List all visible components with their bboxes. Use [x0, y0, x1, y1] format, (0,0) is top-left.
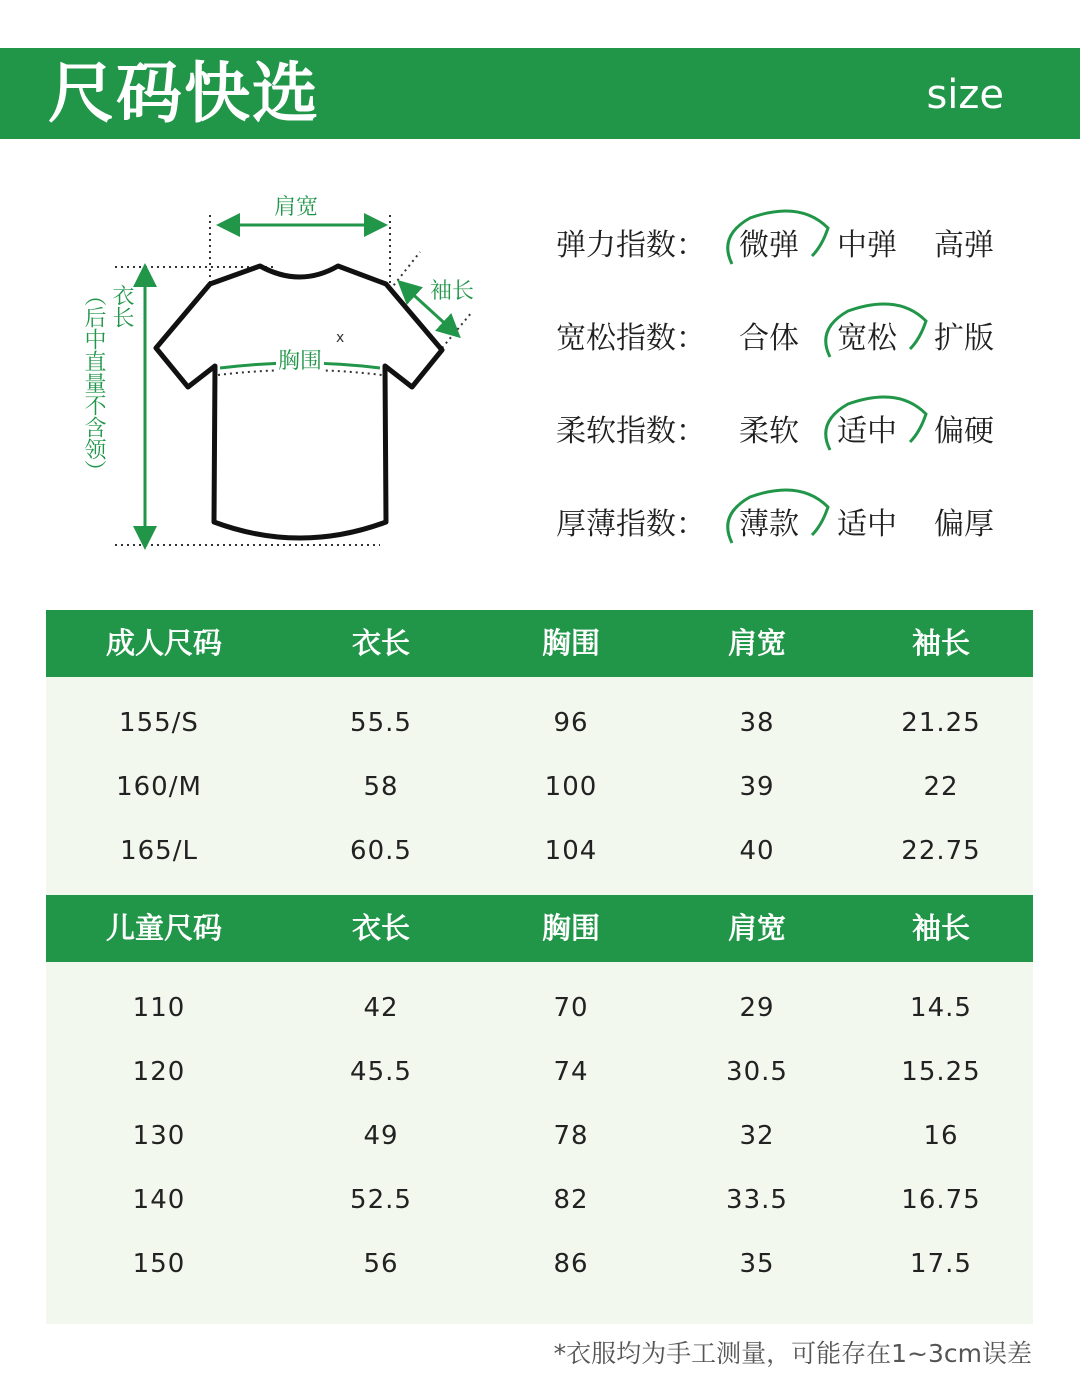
table-cell: 140 — [132, 1185, 186, 1215]
table-cell: 60.5 — [350, 836, 412, 866]
measurement-note: *衣服均为手工测量，可能存在1~3cm误差 — [553, 1339, 1032, 1368]
column-header: 胸围 — [541, 911, 600, 945]
table-cell: 14.5 — [910, 993, 972, 1023]
table-cell: 100 — [544, 772, 598, 802]
table-cell: 150 — [132, 1249, 186, 1279]
table-row — [46, 1104, 1033, 1168]
index-option: 高弹 — [934, 228, 994, 263]
table-cell: 32 — [739, 1121, 775, 1151]
table-cell: 160/M — [116, 772, 202, 802]
table-cell: 74 — [553, 1057, 589, 1087]
adult-size-table — [46, 610, 1033, 899]
table-cell: 52.5 — [350, 1185, 412, 1215]
table-cell: 78 — [553, 1121, 589, 1151]
table-row — [46, 755, 1033, 819]
table-cell: 56 — [363, 1249, 399, 1279]
table-header — [46, 895, 1033, 962]
label-length-note: （后中直量不含领） — [81, 284, 106, 482]
table-cell: 21.25 — [901, 708, 981, 738]
kids-size-table — [46, 895, 1033, 1324]
index-row-elasticity — [556, 210, 1026, 303]
index-label: 宽松指数： — [556, 321, 706, 356]
table-cell: 22 — [923, 772, 959, 802]
index-option: 中弹 — [837, 228, 897, 263]
table-cell: 58 — [363, 772, 399, 802]
svg-text:x: x — [336, 330, 345, 346]
table-cell: 82 — [553, 1185, 589, 1215]
label-sleeve: 袖长 — [430, 279, 475, 304]
column-header: 袖长 — [911, 911, 970, 945]
index-option: 宽松 — [837, 321, 897, 356]
table-cell: 86 — [553, 1249, 589, 1279]
column-header: 儿童尺码 — [105, 911, 222, 945]
page-title: 尺码快选 — [48, 55, 320, 132]
table-cell: 45.5 — [350, 1057, 412, 1087]
table-cell: 155/S — [119, 708, 199, 738]
table-cell: 130 — [132, 1121, 186, 1151]
table-body — [46, 962, 1033, 1324]
table-cell: 22.75 — [901, 836, 981, 866]
index-row-thickness — [556, 489, 1026, 582]
fabric-indices — [556, 210, 1026, 582]
table-cell: 16 — [923, 1121, 959, 1151]
column-header: 衣长 — [351, 911, 410, 945]
index-option: 薄款 — [739, 507, 799, 542]
table-cell: 104 — [544, 836, 598, 866]
table-cell: 30.5 — [726, 1057, 788, 1087]
table-row — [46, 1232, 1033, 1296]
index-row-softness — [556, 396, 1026, 489]
label-chest: 胸围 — [278, 349, 323, 374]
header-banner — [0, 48, 1080, 139]
column-header: 袖长 — [911, 626, 970, 660]
table-cell: 35 — [739, 1249, 775, 1279]
table-cell: 16.75 — [901, 1185, 981, 1215]
table-cell: 110 — [132, 993, 186, 1023]
table-cell: 17.5 — [910, 1249, 972, 1279]
index-label: 厚薄指数： — [556, 507, 706, 542]
index-option: 扩版 — [934, 321, 994, 356]
table-cell: 42 — [363, 993, 399, 1023]
table-cell: 55.5 — [350, 708, 412, 738]
table-row — [46, 1040, 1033, 1104]
column-header: 衣长 — [351, 626, 410, 660]
index-label: 弹力指数： — [556, 228, 706, 263]
tshirt-illustration — [60, 180, 480, 570]
table-row — [46, 1168, 1033, 1232]
size-subtitle: size — [926, 72, 1004, 118]
column-header: 肩宽 — [727, 626, 786, 660]
table-body — [46, 677, 1033, 899]
index-option: 偏厚 — [934, 507, 994, 542]
table-cell: 96 — [553, 708, 589, 738]
table-cell: 33.5 — [726, 1185, 788, 1215]
index-option: 微弹 — [739, 228, 799, 263]
table-cell: 120 — [132, 1057, 186, 1087]
index-option: 柔软 — [739, 414, 799, 449]
label-length: 衣长 — [109, 284, 134, 328]
index-label: 柔软指数： — [556, 414, 706, 449]
column-header: 肩宽 — [727, 911, 786, 945]
table-header — [46, 610, 1033, 677]
table-row — [46, 976, 1033, 1040]
column-header: 胸围 — [541, 626, 600, 660]
table-cell: 40 — [739, 836, 775, 866]
table-cell: 15.25 — [901, 1057, 981, 1087]
table-cell: 38 — [739, 708, 775, 738]
index-row-fit — [556, 303, 1026, 396]
index-option: 适中 — [837, 507, 897, 542]
table-cell: 165/L — [120, 836, 198, 866]
table-cell: 29 — [739, 993, 775, 1023]
table-cell: 70 — [553, 993, 589, 1023]
table-cell: 39 — [739, 772, 775, 802]
index-option: 偏硬 — [934, 414, 994, 449]
tshirt-diagram — [60, 180, 480, 570]
column-header: 成人尺码 — [105, 626, 222, 660]
table-row — [46, 819, 1033, 883]
label-shoulder: 肩宽 — [274, 195, 319, 220]
index-option: 合体 — [739, 321, 799, 356]
table-cell: 49 — [363, 1121, 399, 1151]
index-option: 适中 — [837, 414, 897, 449]
table-row — [46, 691, 1033, 755]
